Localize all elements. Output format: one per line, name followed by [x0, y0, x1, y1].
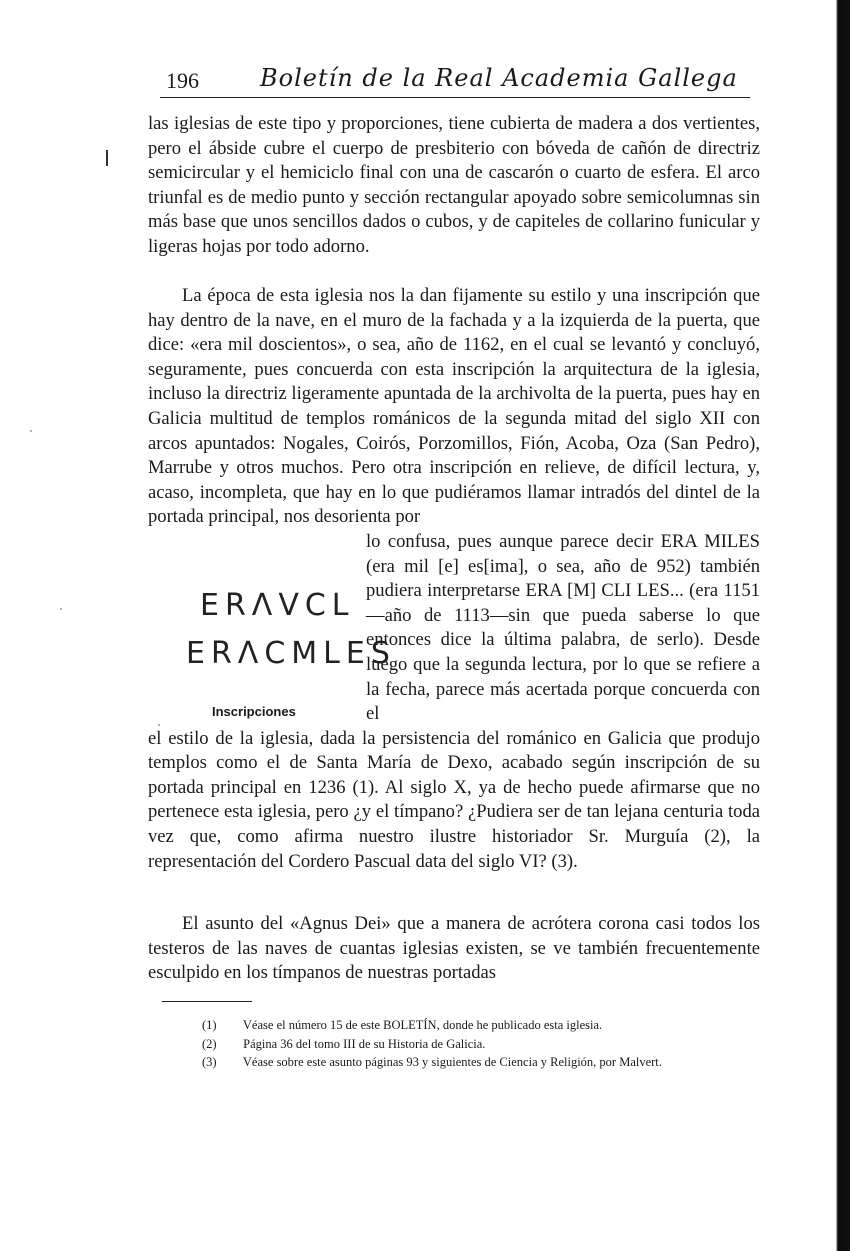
- page-number: 196: [166, 68, 199, 93]
- paragraph-2-beside-figure: lo confusa, pues aunque parece decir ERA MILES (era mil [e] es[ima], o sea, año de 952) también pudiera interpretarse ERA [M] CLI LES... (era 1151—año de 1113—sin que pueda saberse lo que entonces dice la última palabra, de serlo). Desde luego que la segunda lectura, por lo que se refiere a la fecha, parece más acertada porque concuerda con el: [366, 530, 760, 725]
- footnote-text: Véase sobre este asunto páginas 93 y siguientes de Ciencia y Religión, por Malvert.: [242, 1055, 662, 1069]
- footnote-1: [162, 1016, 762, 1035]
- footnote-number: (3): [202, 1055, 217, 1069]
- paragraph-2: [148, 284, 760, 874]
- scan-speck: [30, 430, 32, 432]
- figure-caption: Inscripciones: [212, 704, 296, 719]
- footnotes: [162, 1016, 762, 1072]
- footnote-number: (1): [202, 1018, 217, 1032]
- inscription-line-1: ERΛVCL: [200, 588, 355, 623]
- footnote-text: Véase el número 15 de este BOLETÍN, donde he publicado esta iglesia.: [242, 1018, 603, 1032]
- footnote-2: [162, 1035, 762, 1054]
- footnote-number: (2): [202, 1036, 217, 1051]
- page-header: [160, 64, 750, 98]
- inscription-figure: [180, 588, 396, 688]
- paragraph-2-full-width: La época de esta iglesia nos la dan fijamente su estilo y una inscripción que hay dentro de la nave, en el muro de la fachada y a la izquierda de la puerta, que dice: «era mil doscientos», o sea, año de 1162, en el cual se levantó y concluyó, seguramente, pues concuerda con esta inscripción la arquitectura de la iglesia, incluso la directriz ligeramente apuntada de la archivolta de la puerta, pues hay en Galicia multitud de templos románicos de la segunda mitad del siglo XII con arcos apuntados: Nogales, Coirós, Porzomillos, Fión, Acoba, Oza (San Pedro), Marrube y otros muchos. Pero otra inscripción en relieve, de difícil lectura, y, acaso, incompleta, que hay en lo que pudiéramos llamar intradós del dintel de la portada principal, nos desorienta por: [148, 285, 760, 528]
- footnote-3: [162, 1053, 762, 1072]
- scan-speck: [60, 608, 62, 610]
- header-rule: [160, 97, 750, 98]
- scan-edge: [828, 0, 850, 1251]
- scan-speck: [158, 724, 160, 726]
- paragraph-3: El asunto del «Agnus Dei» que a manera de acrótera corona casi todos los testeros de las naves de cuantas iglesias existen, se ve también frecuentemente esculpido en los tímpanos de nuestras portadas: [148, 913, 760, 984]
- footnote-rule: [162, 1001, 252, 1002]
- paragraph-2-after-figure: el estilo de la iglesia, dada la persistencia del románico en Galicia que produjo templos como el de Santa María de Dexo, acabado según inscripción de su portada principal en 1236 (1). Al siglo X, ya de hecho puede afirmarse que no pertenece esta iglesia, pero ¿y el tímpano? ¿Pudiera ser de tan lejana centuria toda vez que, como afirma nuestro ilustre historiador Sr. Murguía (2), la representación del Cordero Pascual data del siglo VI? (3).: [148, 727, 760, 872]
- margin-mark: [106, 150, 108, 166]
- inscription-line-2: ERΛCMLES: [186, 636, 396, 671]
- running-title: Boletín de la Real Academia Gallega: [260, 64, 738, 92]
- paragraph-1: las iglesias de este tipo y proporciones, tiene cubierta de madera a dos vertientes, pero el ábside cubre el cuerpo de presbiterio con bóveda de cañón de directriz semicircular y el hemiciclo final con una de cascarón o cuarto de esfera. El arco triunfal es de medio punto y sección rectangular apoyado sobre semicolumnas sin más base que unos sencillos dados o cubos, y de capiteles de collarino funicular y ligeras hojas por todo adorno.: [148, 113, 760, 257]
- footnote-text: Página 36 del tomo III de su Historia de Galicia.: [243, 1036, 486, 1051]
